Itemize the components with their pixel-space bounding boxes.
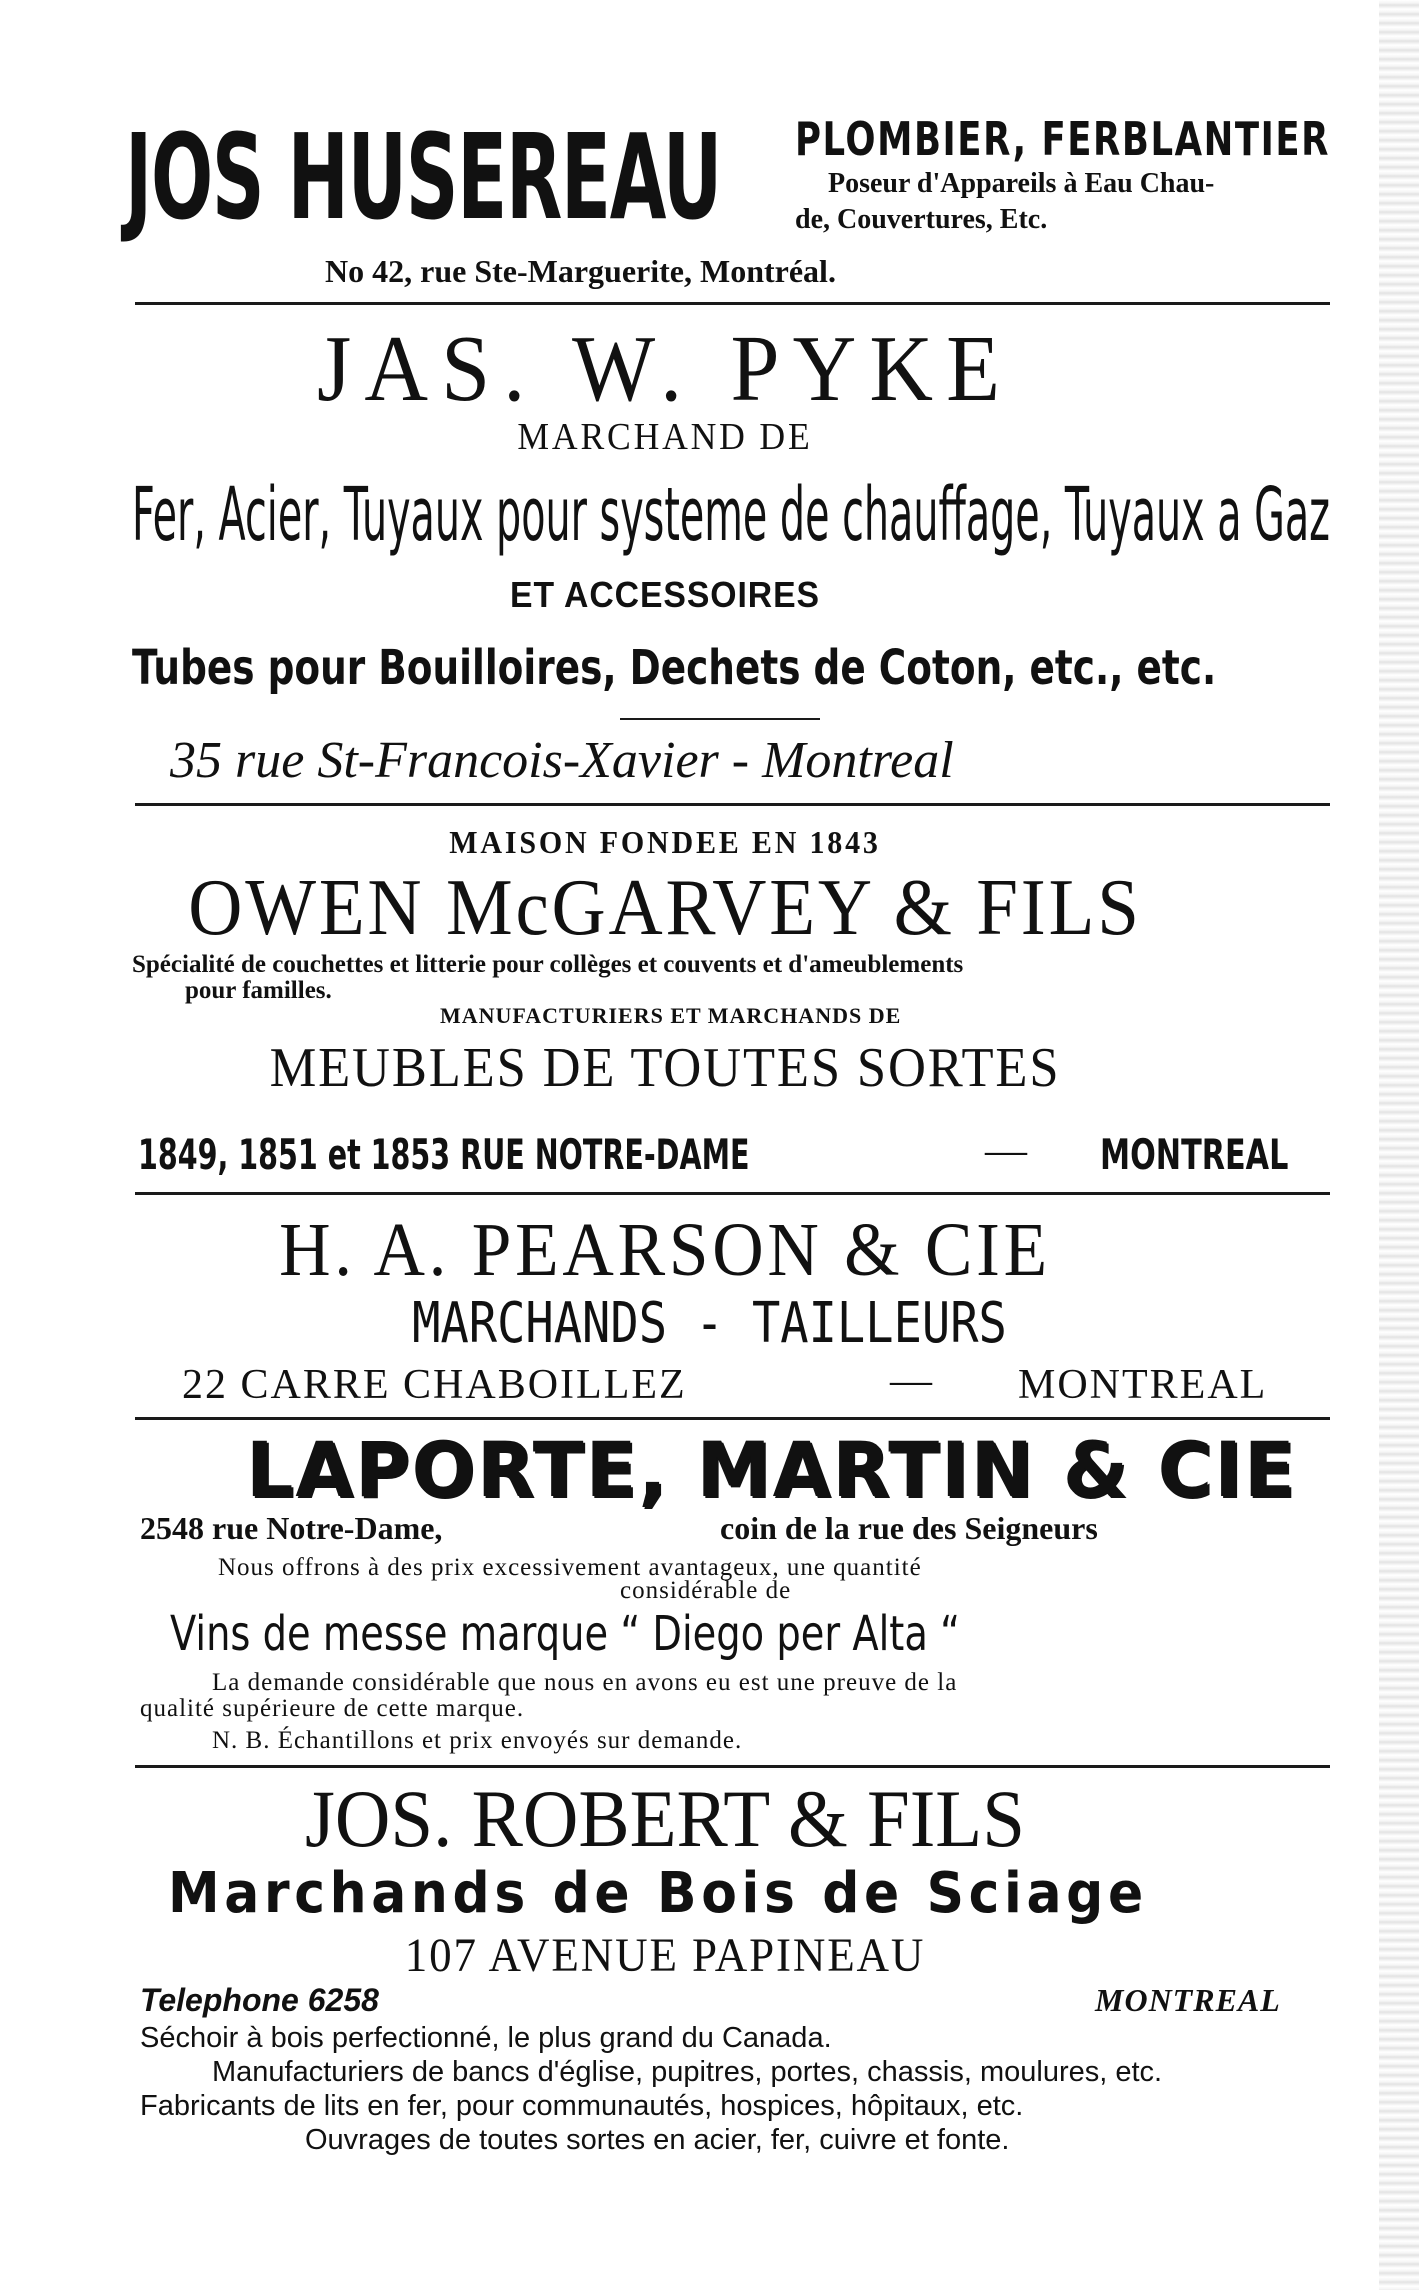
laporte-offer-line1: Nous offrons à des prix excessivement avantageux, une quantité	[218, 1554, 922, 1581]
husereau-description-line1: Poseur d'Appareils à Eau Chau-	[828, 168, 1215, 199]
laporte-demand-line2: qualité supérieure de cette marque.	[140, 1695, 525, 1722]
husereau-description-line2: de, Couvertures, Etc.	[795, 204, 1048, 235]
pearson-trade: MARCHANDS - TAILLEURS	[412, 1291, 1007, 1356]
mcgarvey-manufacturers: MANUFACTURIERS ET MARCHANDS DE	[440, 1003, 902, 1028]
scan-edge	[1379, 0, 1419, 2290]
robert-line3: Fabricants de lits en fer, pour communautés, hospices, hôpitaux, etc.	[140, 2090, 1024, 2122]
pearson-address: 22 CARRE CHABOILLEZ	[182, 1362, 687, 1408]
robert-line1: Séchoir à bois perfectionné, le plus grand du Canada.	[140, 2022, 832, 2054]
laporte-offer-line2: considérable de	[620, 1577, 792, 1604]
divider-rule	[135, 803, 1330, 806]
robert-city: MONTREAL	[1095, 1982, 1281, 2018]
pearson-city: MONTREAL	[1018, 1362, 1268, 1408]
pyke-accessories: ET ACCESSOIRES	[509, 574, 820, 615]
mcgarvey-furniture: MEUBLES DE TOUTES SORTES	[269, 1037, 1061, 1099]
laporte-wines: Vins de messe marque “ Diego per Alta “	[170, 1606, 960, 1662]
robert-telephone: Telephone 6258	[140, 1982, 379, 2018]
divider-rule	[135, 1765, 1330, 1768]
husereau-trade: PLOMBIER, FERBLANTIER	[795, 112, 1330, 166]
robert-line2: Manufacturiers de bancs d'église, pupitres, portes, chassis, moulures, etc.	[212, 2056, 1163, 2088]
mcgarvey-founded: MAISON FONDEE EN 1843	[449, 824, 881, 860]
laporte-demand-line1: La demande considérable que nous en avons eu est une preuve de la	[212, 1669, 958, 1696]
mcgarvey-address: 1849, 1851 et 1853 RUE NOTRE-DAME	[138, 1130, 750, 1179]
robert-address: 107 AVENUE PAPINEAU	[404, 1929, 926, 1982]
divider-rule	[135, 1417, 1330, 1420]
pyke-goods: Fer, Acier, Tuyaux pour systeme de chauffage, Tuyaux a Gaz	[132, 472, 1331, 558]
mcgarvey-city: MONTREAL	[1100, 1130, 1289, 1179]
husereau-address: No 42, rue Ste-Marguerite, Montréal.	[325, 253, 836, 289]
mcgarvey-specialty-line2: pour familles.	[185, 977, 332, 1004]
short-divider	[620, 718, 820, 720]
pearson-dash: —	[890, 1358, 932, 1404]
divider-rule	[135, 1192, 1330, 1195]
mcgarvey-name: OWEN McGARVEY & FILS	[188, 864, 1142, 952]
husereau-name: JOS HUSEREAU	[125, 108, 722, 246]
divider-rule	[135, 302, 1330, 305]
robert-line4: Ouvrages de toutes sortes en acier, fer, cuivre et fonte.	[305, 2124, 1010, 2156]
robert-trade: Marchands de Bois de Sciage	[167, 1861, 1148, 1926]
pyke-address: 35 rue St-Francois-Xavier - Montreal	[170, 732, 954, 789]
pyke-subtitle: MARCHAND DE	[517, 416, 813, 458]
pyke-tubes: Tubes pour Bouilloires, Dechets de Coton, etc., etc.	[132, 640, 1217, 696]
mcgarvey-dash: —	[985, 1128, 1027, 1174]
mcgarvey-specialty-line1: Spécialité de couchettes et litterie pour collèges et couvents et d'ameublements	[132, 951, 964, 978]
laporte-note: N. B. Échantillons et prix envoyés sur demande.	[212, 1727, 743, 1754]
laporte-address-left: 2548 rue Notre-Dame,	[140, 1510, 443, 1546]
pearson-name: H. A. PEARSON & CIE	[279, 1208, 1051, 1292]
robert-name: JOS. ROBERT & FILS	[304, 1773, 1026, 1864]
laporte-name: LAPORTE, MARTIN & CIE	[246, 1425, 1297, 1514]
pyke-name: JAS. W. PYKE	[316, 317, 1014, 421]
laporte-address-right: coin de la rue des Seigneurs	[720, 1510, 1098, 1546]
